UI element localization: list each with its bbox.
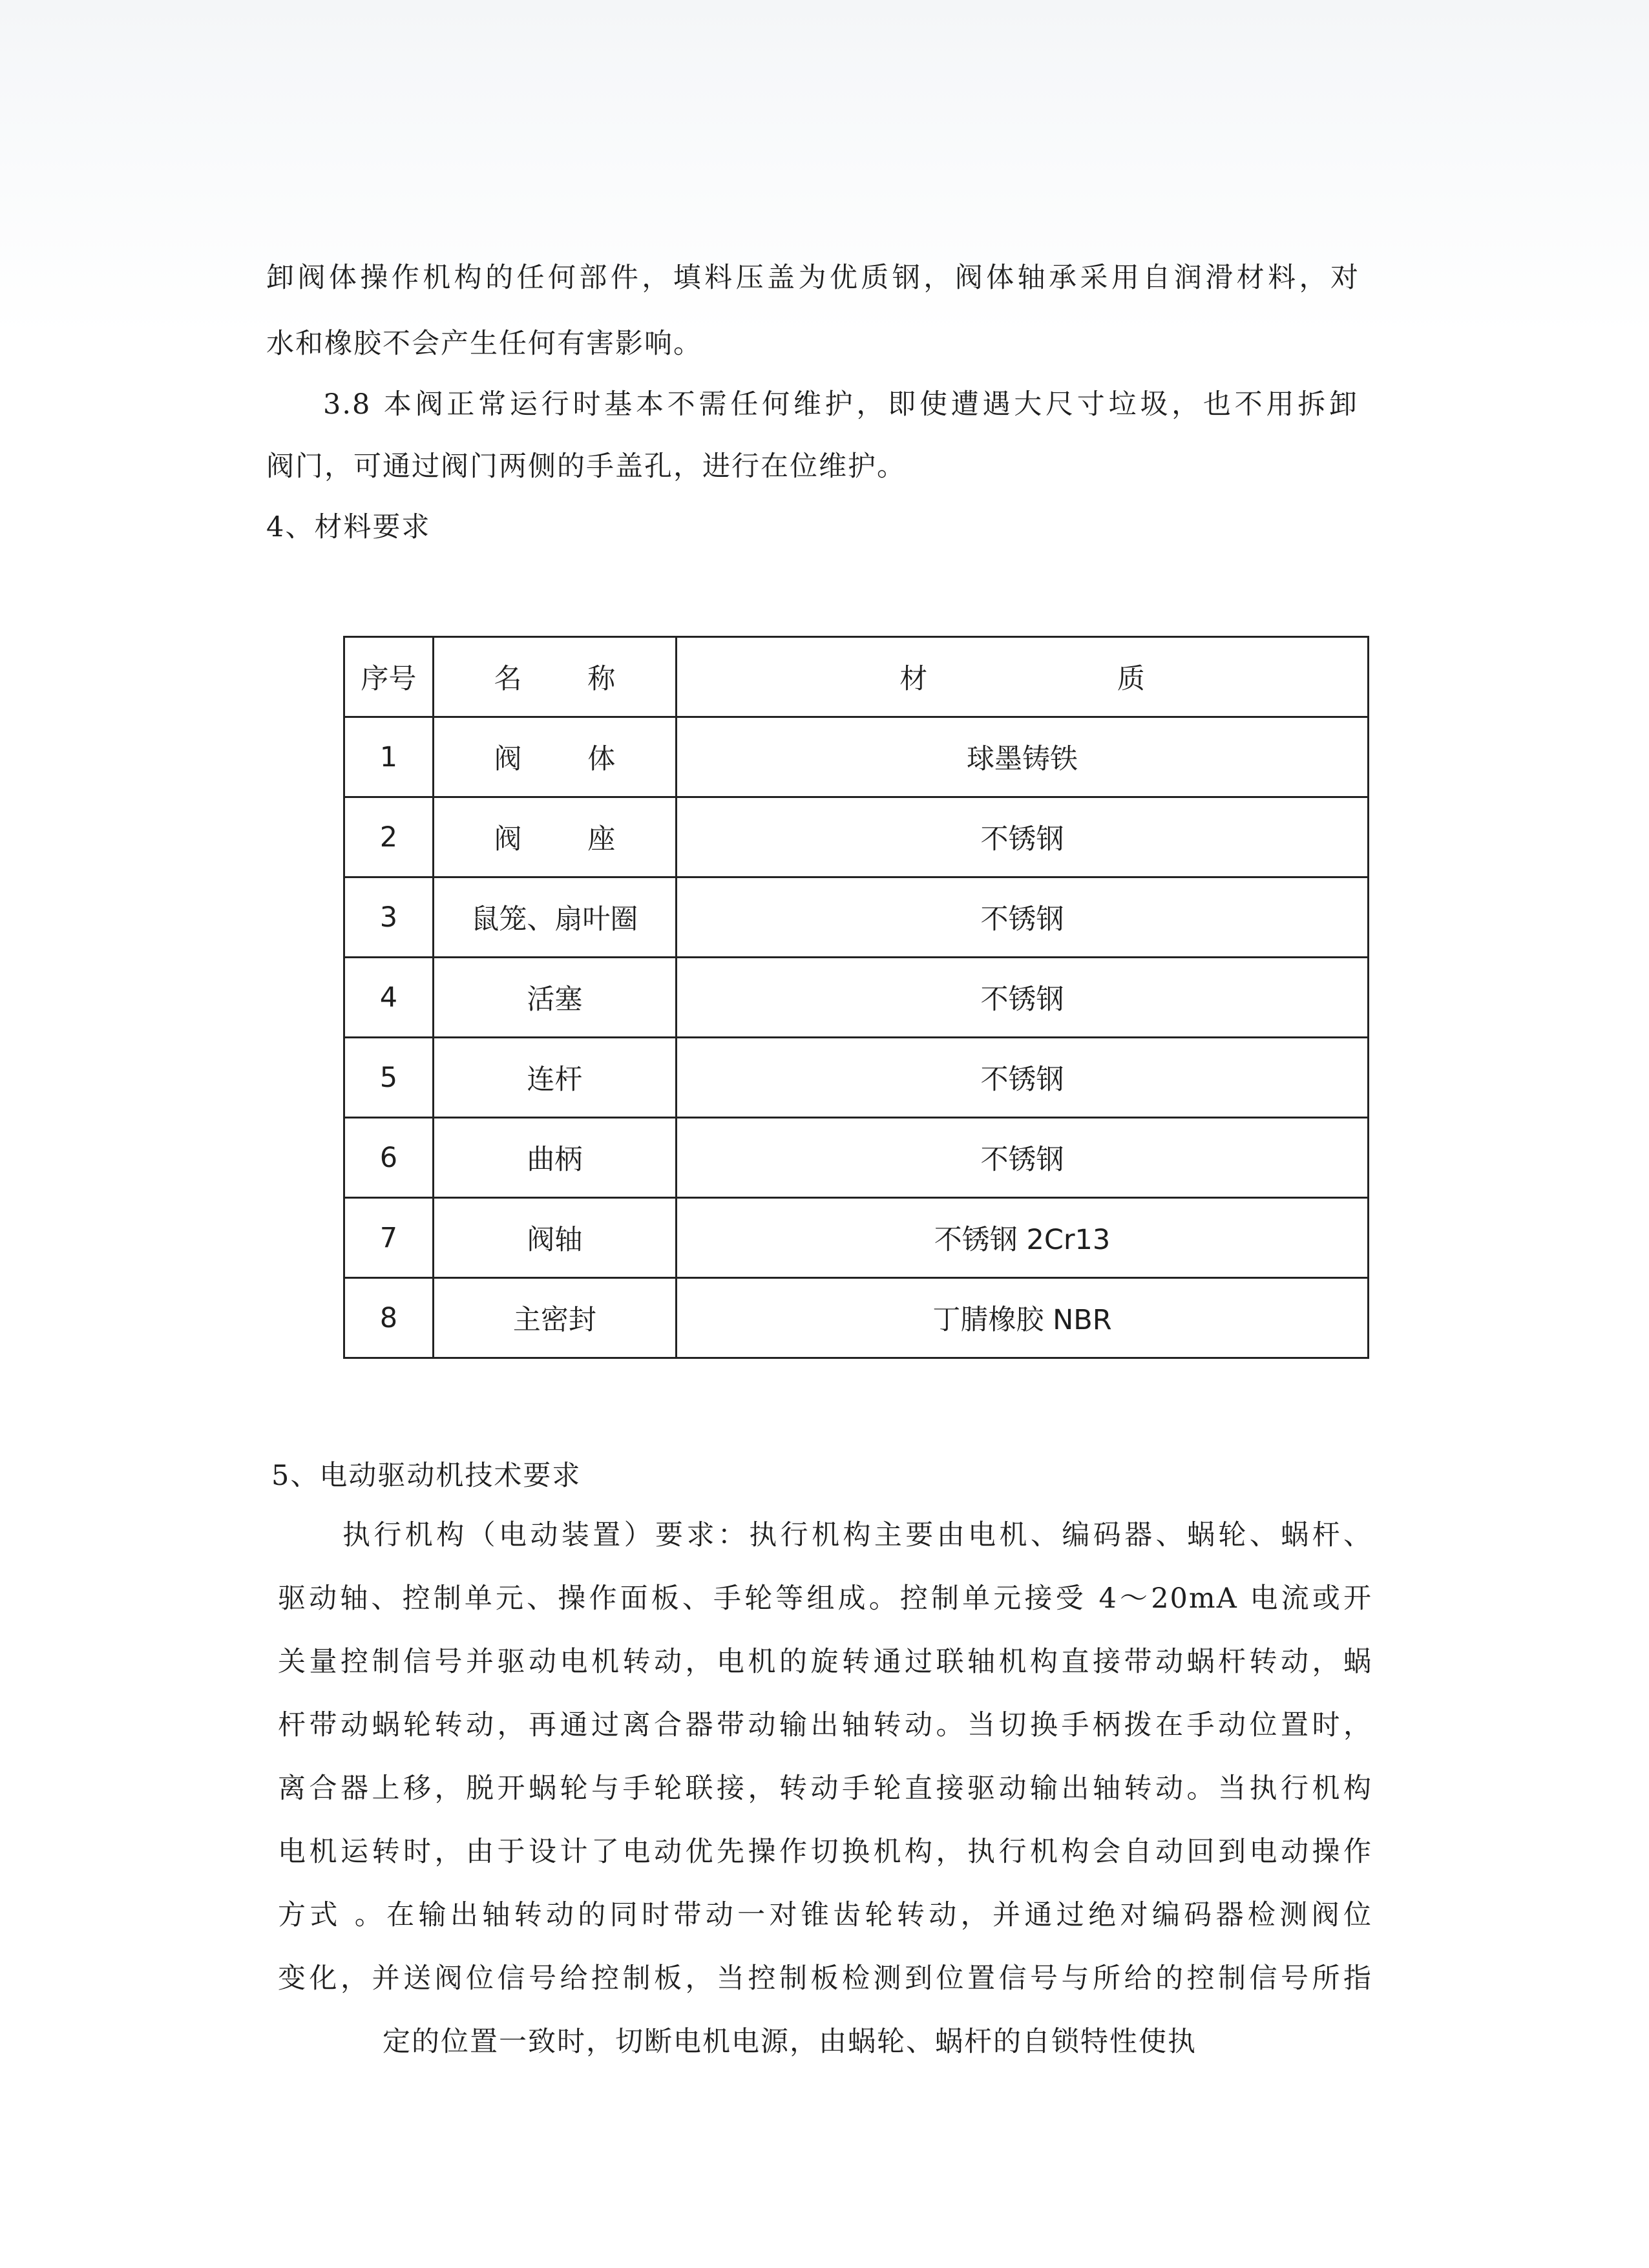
- paragraph-line: 方式 。在输出轴转动的同时带动一对锥齿轮转动，并通过绝对编码器检测阀位: [278, 1899, 1372, 1931]
- paragraph-line: 杆带动蜗轮转动，再通过离合器带动输出轴转动。当切换手柄拨在手动位置时，: [278, 1709, 1372, 1741]
- paragraph-line: 3.8 本阀正常运行时基本不需任何维护，即使遭遇大尺寸垃圾，也不用拆卸: [323, 388, 1358, 421]
- table-row: [344, 1118, 1369, 1198]
- cell-name: 阀轴: [433, 1198, 676, 1278]
- header-material: 材 质: [677, 637, 1369, 717]
- cell-index: 3: [344, 877, 434, 958]
- table-row: [344, 877, 1369, 958]
- cell-material: 不锈钢: [677, 958, 1369, 1038]
- table-row: [344, 1198, 1369, 1278]
- cell-name: 阀 体: [433, 717, 676, 797]
- cell-index: 2: [344, 797, 434, 877]
- table-row: [344, 1038, 1369, 1118]
- cell-material: 不锈钢 2Cr13: [677, 1198, 1369, 1278]
- paragraph-line: 执行机构（电动装置）要求：执行机构主要由电机、编码器、蜗轮、蜗杆、: [342, 1519, 1372, 1551]
- cell-material: 不锈钢: [677, 797, 1369, 877]
- cell-name: 连杆: [433, 1038, 676, 1118]
- cell-material: 不锈钢: [677, 1038, 1369, 1118]
- table-row: [344, 958, 1369, 1038]
- cell-index: 7: [344, 1198, 434, 1278]
- cell-name: 活塞: [433, 958, 676, 1038]
- materials-table: [343, 636, 1369, 1359]
- cell-material: 球墨铸铁: [677, 717, 1369, 797]
- cell-index: 1: [344, 717, 434, 797]
- table-row: [344, 1278, 1369, 1358]
- paragraph-line: 卸阀体操作机构的任何部件，填料压盖为优质钢，阀体轴承采用自润滑材料，对: [266, 262, 1360, 294]
- cell-name: 鼠笼、扇叶圈: [433, 877, 676, 958]
- header-index: 序号: [344, 637, 434, 717]
- cell-material: 丁腈橡胶 NBR: [677, 1278, 1369, 1358]
- cell-material: 不锈钢: [677, 877, 1369, 958]
- paragraph-line: 电机运转时，由于设计了电动优先操作切换机构，执行机构会自动回到电动操作: [278, 1836, 1372, 1868]
- cell-index: 4: [344, 958, 434, 1038]
- cell-name: 曲柄: [433, 1118, 676, 1198]
- cell-index: 8: [344, 1278, 434, 1358]
- section-5-heading: 5、电动驱动机技术要求: [271, 1460, 582, 1492]
- header-name: 名 称: [433, 637, 676, 717]
- section-4-heading: 4、材料要求: [266, 511, 431, 543]
- paragraph-line: 定的位置一致时，切断电机电源，由蜗轮、蜗杆的自锁特性使执: [383, 2026, 1197, 2058]
- table-row: [344, 717, 1369, 797]
- table-row: [344, 797, 1369, 877]
- cell-material: 不锈钢: [677, 1118, 1369, 1198]
- paragraph-line: 水和橡胶不会产生任何有害影响。: [266, 328, 702, 360]
- cell-name: 阀 座: [433, 797, 676, 877]
- cell-index: 5: [344, 1038, 434, 1118]
- table-header-row: [344, 637, 1369, 717]
- paragraph-line: 变化，并送阀位信号给控制板，当控制板检测到位置信号与所给的控制信号所指: [278, 1962, 1372, 1995]
- cell-name: 主密封: [433, 1278, 676, 1358]
- paragraph-line: 驱动轴、控制单元、操作面板、手轮等组成。控制单元接受 4～20mA 电流或开: [278, 1582, 1372, 1615]
- paragraph-line: 阀门，可通过阀门两侧的手盖孔，进行在位维护。: [266, 450, 906, 483]
- cell-index: 6: [344, 1118, 434, 1198]
- paragraph-line: 离合器上移，脱开蜗轮与手轮联接，转动手轮直接驱动输出轴转动。当执行机构: [278, 1772, 1372, 1805]
- paragraph-line: 关量控制信号并驱动电机转动，电机的旋转通过联轴机构直接带动蜗杆转动，蜗: [278, 1646, 1372, 1678]
